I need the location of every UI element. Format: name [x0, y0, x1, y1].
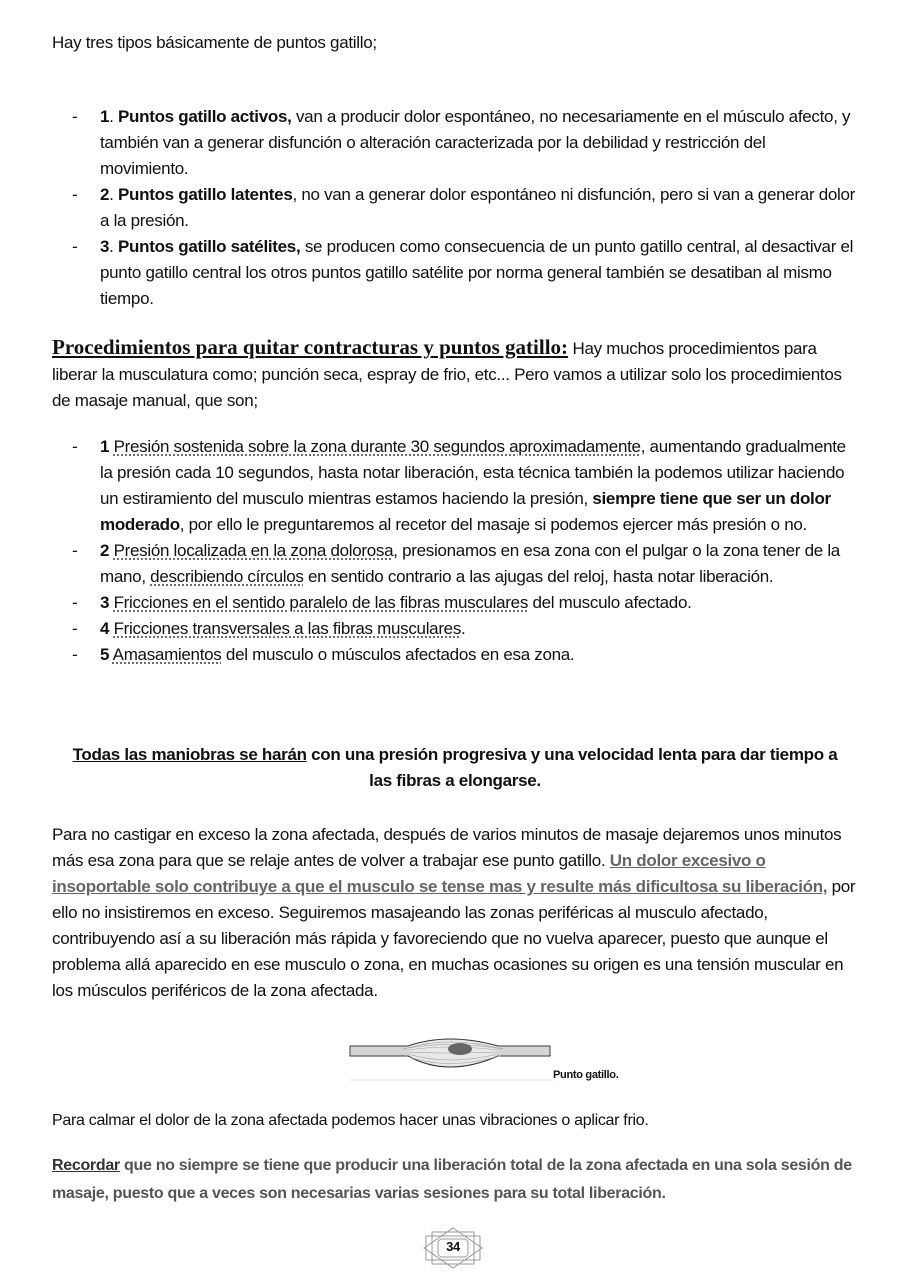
list-item: - 1 Presión sostenida sobre la zona durante 30 segundos aproximadamente, aumentando gradualmente la presión cada 10 segundos, hasta notar liberación, esta técnica también la podemos utilizar haciendo un estiramiento del musculo mientras estamos haciendo la presión, siempre tiene que ser un dolor moderado, por ello le preguntaremos al recetor del masaje si podemos ejercer más presión o no.: [52, 434, 857, 538]
methods-list: [52, 434, 857, 668]
page-number-badge: [420, 1226, 486, 1270]
list-item: - 1. Puntos gatillo activos, van a producir dolor espontáneo, no necesariamente en el músculo afecto, y también van a generar disfunción o alteración caracterizada por la debilidad y restricción del movimiento.: [52, 104, 857, 182]
figure-caption: Punto gatillo.: [553, 1069, 619, 1081]
list-item: - 2. Puntos gatillo latentes, no van a generar dolor espontáneo ni disfunción, pero si van a generar dolor a la presión.: [52, 182, 857, 234]
list-item: - 4 Fricciones transversales a las fibras musculares.: [52, 616, 857, 642]
trigger-point-types-list: [52, 104, 857, 312]
procedures-paragraph: Procedimientos para quitar contracturas y puntos gatillo: Hay muchos procedimientos para liberar la musculatura como; punción seca, espray de frio, etc... Pero vamos a utilizar solo los procedimientos de masaje manual, que son;: [52, 335, 842, 410]
muscle-trigger-point-illustration: [348, 1034, 553, 1082]
maneuvers-note: Todas las maniobras se harán con una presión progresiva y una velocidad lenta para dar tiempo a las fibras a elongarse.: [72, 745, 838, 790]
calm-text: Para calmar el dolor de la zona afectada podemos hacer unas vibraciones o aplicar frio.: [52, 1112, 649, 1129]
list-item: - 2 Presión localizada en la zona dolorosa, presionamos en esa zona con el pulgar o la zona tener de la mano, describiendo círculos en sentido contrario a las ajugas del reloj, hasta notar liberación.: [52, 538, 857, 590]
list-item: - 5 Amasamientos del musculo o músculos afectados en esa zona.: [52, 642, 857, 668]
list-item: - 3 Fricciones en el sentido paralelo de las fibras musculares del musculo afectado.: [52, 590, 857, 616]
page-number: 34: [446, 1239, 460, 1254]
list-item: - 3. Puntos gatillo satélites, se producen como consecuencia de un punto gatillo central, al desactivar el punto gatillo central los otros puntos gatillo satélite por norma general también se desatiban al mismo tiempo.: [52, 234, 857, 312]
remember-note: Recordar que no siempre se tiene que producir una liberación total de la zona afectada en una sola sesión de masaje, puesto que a veces son necesarias varias sesiones para su total liberación.: [52, 1157, 852, 1202]
intro-text: Hay tres tipos básicamente de puntos gatillo;: [52, 33, 377, 52]
main-paragraph: Para no castigar en exceso la zona afectada, después de varios minutos de masaje dejaremos unos minutos más esa zona para que se relaje antes de volver a trabajar ese punto gatillo. Un dolor excesivo o insoportable solo contribuye a que el musculo se tense mas y resulte más dificultosa su liberación, por ello no insistiremos en exceso. Seguiremos masajeando las zonas periféricas al musculo afectado, contribuyendo así a su liberación más rápida y favoreciendo que no vuelva aparecer, puesto que aunque el problema allá aparecido en ese musculo o zona, en muchas ocasiones su origen es una tensión muscular en los músculos periféricos de la zona afectada.: [52, 825, 856, 1000]
section-heading: Procedimientos para quitar contracturas y puntos gatillo:: [52, 335, 569, 359]
